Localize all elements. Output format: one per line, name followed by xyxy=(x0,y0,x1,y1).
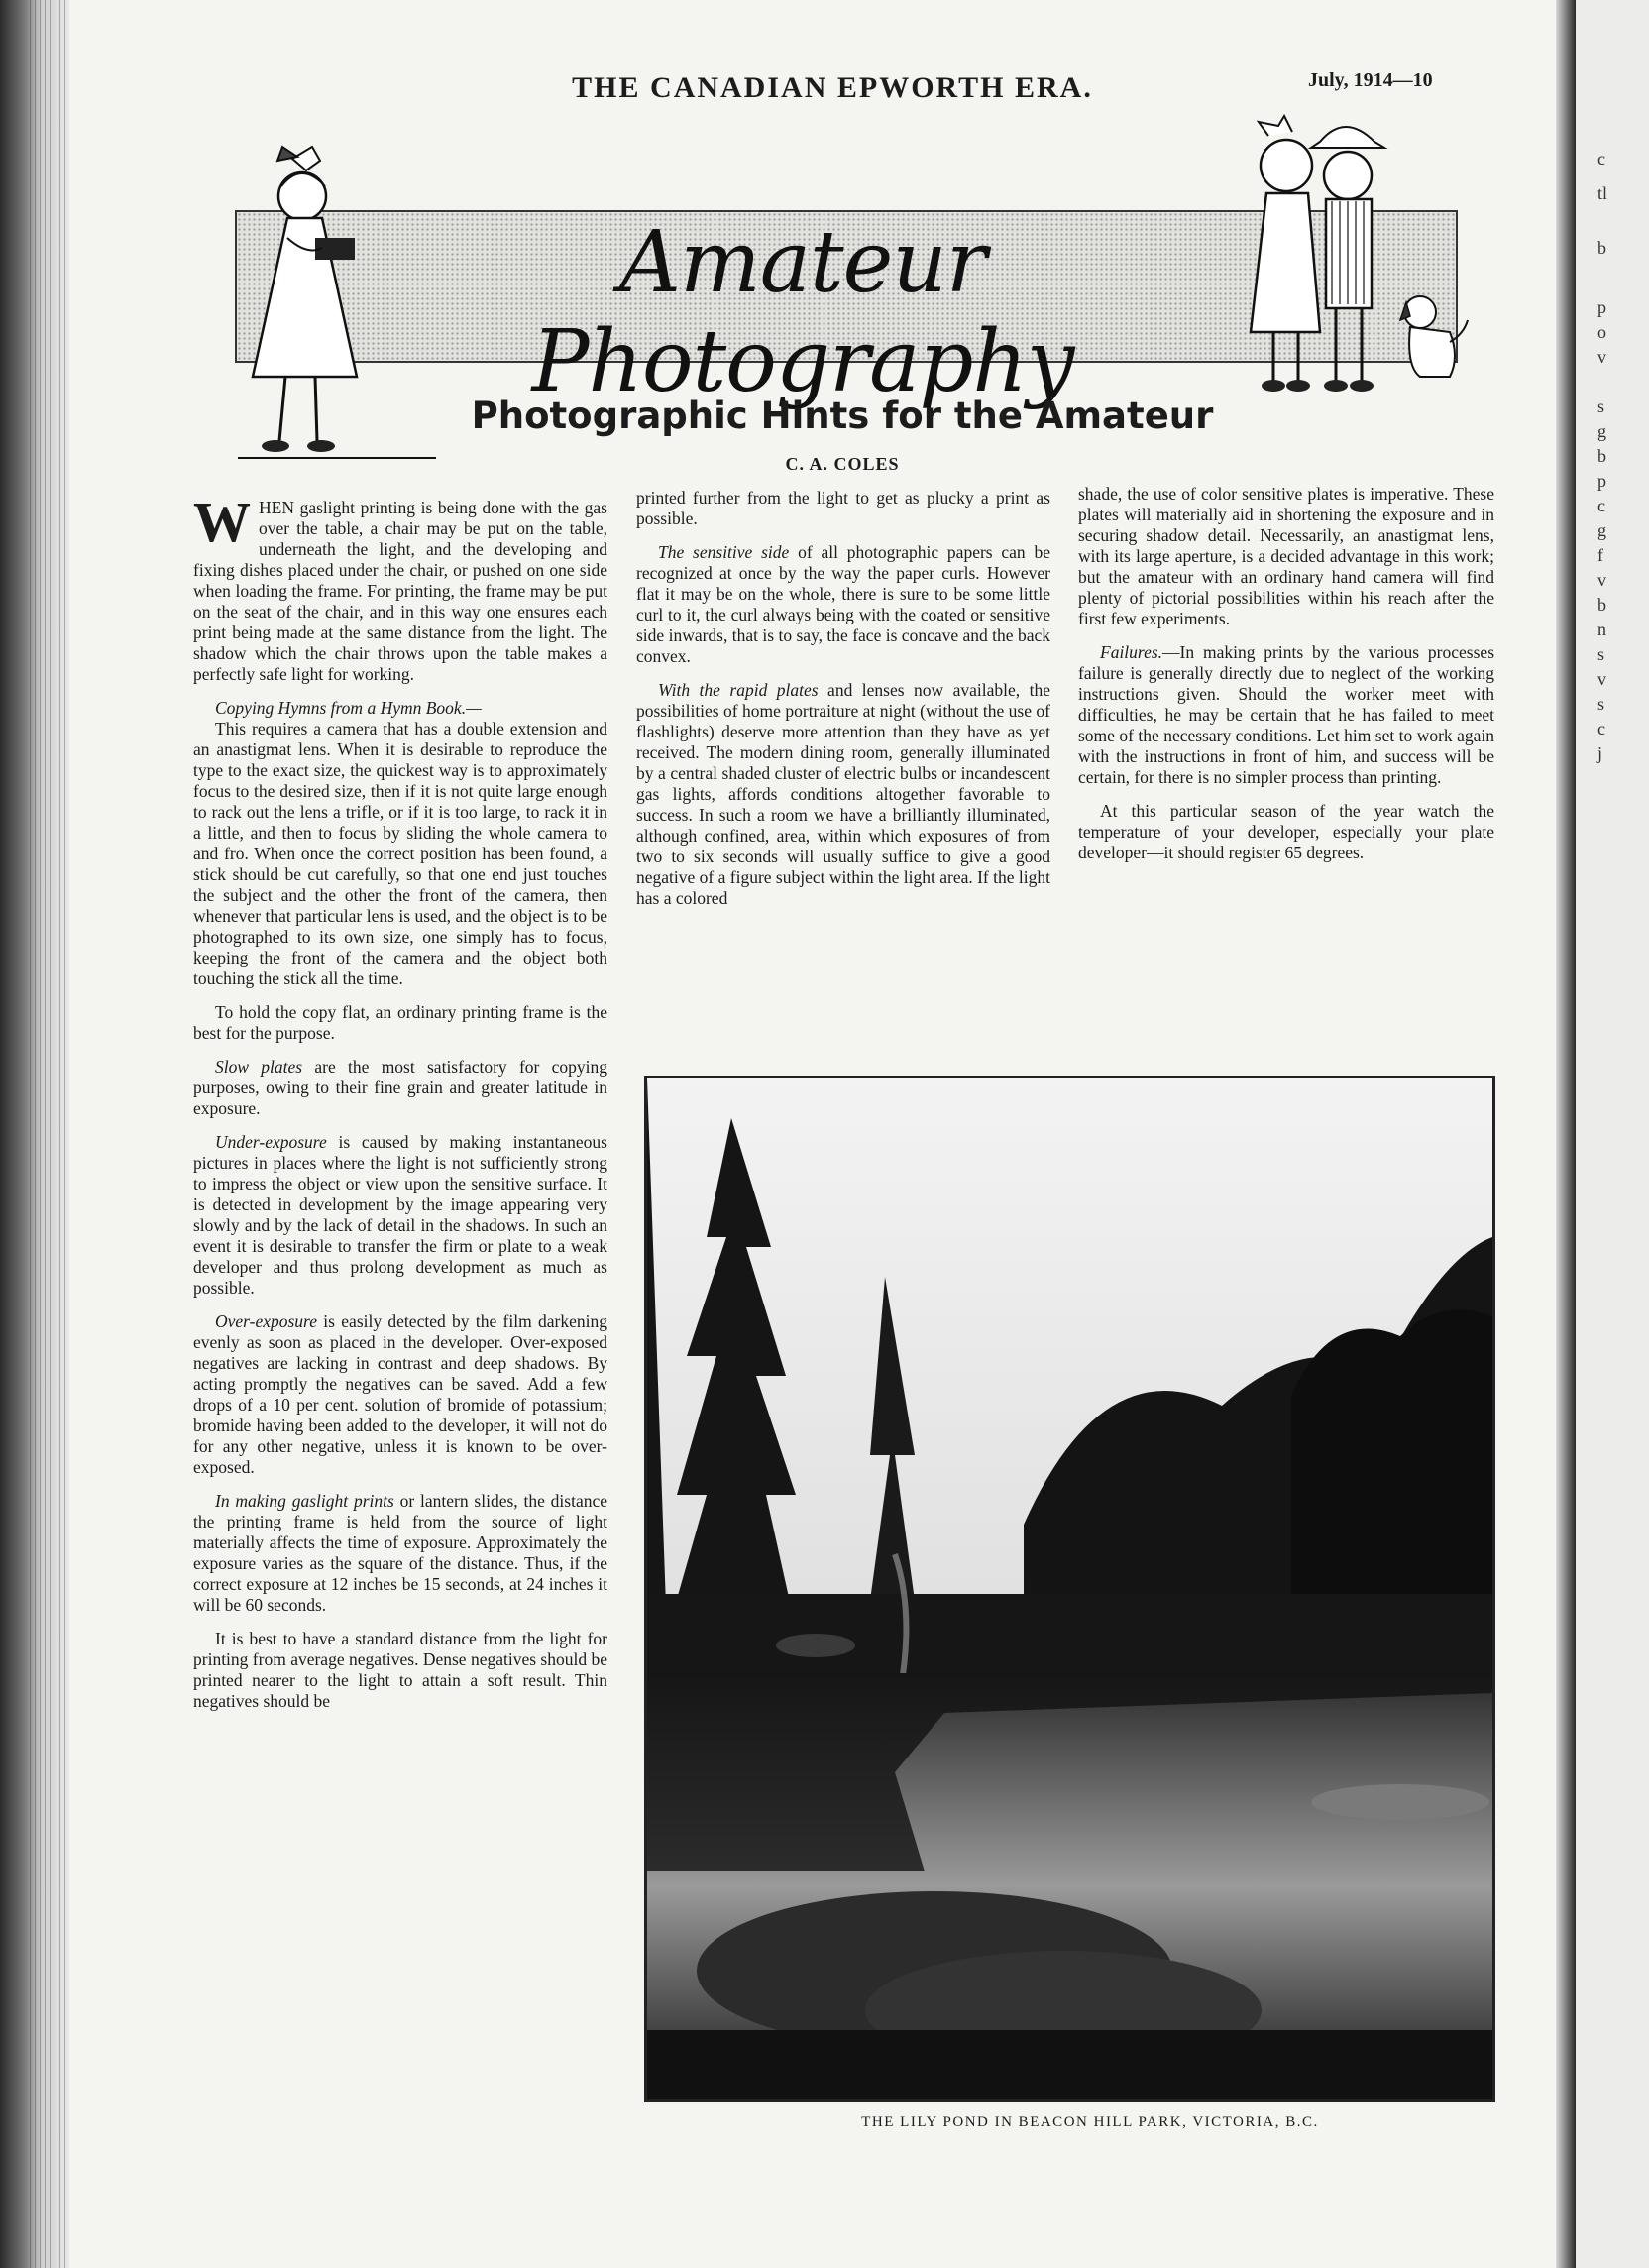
adjacent-page-fragment: tl xyxy=(1597,183,1608,203)
adjacent-page-fragment: c xyxy=(1597,496,1605,515)
adjacent-page-fragment: j xyxy=(1597,743,1603,763)
adjacent-page-fragment: c xyxy=(1597,719,1605,738)
photo-caption: THE LILY POND IN BEACON HILL PARK, VICTORIA, B.C. xyxy=(861,2114,1319,2130)
paragraph-text: HEN gaslight printing is being done with the gas over the table, a chair may be put on the table, underneath the light, and the developing and fixing dishes placed under the chair, or pushed on one side when loading the frame. For printing, the frame may be put on the seat of the chair, and in this way one ensures each print being made at the same distance from the light. The shadow which the chair throws upon the table makes a perfectly safe light for working. xyxy=(193,498,607,684)
paragraph-text: shade, the use of color sensitive plates is imperative. These plates will materially aid in shortening the exposure and in securing shadow detail. Necessarily, an anastigmat lens, with its large aperture, is a decided advantage in this work; but the amateur with an ordinary hand camera will find plenty of pictorial possibilities within his reach after the first few experiments. xyxy=(1078,484,1494,628)
magazine-title: THE CANADIAN EPWORTH ERA. xyxy=(572,71,1093,104)
adjacent-page-fragment: v xyxy=(1597,669,1606,689)
adjacent-page-fragment: b xyxy=(1597,238,1606,258)
page-gutter-shadow xyxy=(1556,0,1576,2268)
adjacent-page-fragment: s xyxy=(1597,694,1605,714)
paragraph-text: or lantern slides, the distance the printing frame is held from the source of light materially affects the time of exposure. Approximately the exposure varies as the square of the distance. Thus, if the correct exposure at 12 inches be 15 seconds, at 24 inches it will be 60 seconds. xyxy=(193,1491,607,1615)
article-column-1 xyxy=(193,490,607,1725)
adjacent-page-fragment: s xyxy=(1597,644,1605,664)
section-lead: Copying Hymns from a Hymn Book.— xyxy=(215,698,482,718)
section-lead: The sensitive side xyxy=(658,542,790,562)
children-illustration xyxy=(1239,114,1407,401)
adjacent-page-fragment: b xyxy=(1597,446,1606,466)
adjacent-page-fragment: c xyxy=(1597,149,1605,169)
adjacent-page-fragment: s xyxy=(1597,397,1605,416)
article-column-2 xyxy=(636,488,1050,922)
section-lead: Slow plates xyxy=(215,1057,303,1077)
paragraph-text: It is best to have a standard distance from the light for printing from average negatives. Dense negatives should be printed nearer to the light to attain a soft result. Thin negatives should be xyxy=(193,1629,607,1711)
adjacent-page-fragment: o xyxy=(1597,322,1606,342)
section-banner-title: Amateur Photography xyxy=(531,213,1074,411)
adjacent-page-edge xyxy=(1576,0,1649,2268)
paragraph-text: and lenses now available, the possibilities of home portraiture at night (without the use of flashlights) deserve more attention than they have as yet received. The modern dining room, generally illuminated by a central shaded cluster of electric bulbs or incandescent gas lights, affords conditions altogether favorable to success. In such a room we have a brilliantly illuminated, although confined, area, within which exposures of from two to six seconds will usually suffice to give a good negative of a figure subject within the light area. If the light has a colored xyxy=(636,680,1050,908)
adjacent-page-fragment: v xyxy=(1597,570,1606,590)
paragraph-text: is caused by making instantaneous pictures in places where the light is not sufficiently strong to impress the object or view upon the sensitive surface. It is detected in development by the image appearing very slowly and by the lack of detail in the shadows. In such an event it is desirable to transfer the firm or plate to a weak developer and thus prolong development as much as possible. xyxy=(193,1132,607,1298)
drop-cap: W xyxy=(193,490,251,554)
paragraph-text: are the most satisfactory for copying purposes, owing to their fine grain and greater latitude in exposure. xyxy=(193,1057,607,1118)
article-column-3 xyxy=(1078,484,1494,876)
paragraph-text: This requires a camera that has a double extension and an anastigmat lens. When it is desirable to reproduce the type to the exact size, the quickest way is to approximately focus to the desired size, then if it is not quite large enough to rack out the lens a trifle, or if it is too large, to rack it in a little, and then to focus by sliding the whole camera to and fro. When once the correct position has been found, a stick should be cut carefully, so that one end just touches the subject and the other the front of the camera, then whenever that particular lens is used, and the object is to be photographed to its own size, one simply has to focus, keeping the front of the camera and the object both touching the stick all the time. xyxy=(193,719,607,988)
adjacent-page-fragment: p xyxy=(1597,471,1606,491)
lily-pond-photograph xyxy=(644,1076,1495,2102)
section-lead: Under-exposure xyxy=(215,1132,327,1152)
paragraph-text: printed further from the light to get as plucky a print as possible. xyxy=(636,488,1050,528)
dog-illustration xyxy=(1392,287,1472,387)
article-title: Photographic Hints for the Amateur xyxy=(471,395,1214,437)
paragraph-text: —In making prints by the various processes failure is generally directly due to neglect of the working instructions given. Should the worker meet with difficulties, he may be certain that he has failed to meet some of the necessary conditions. Let him set to work again with the instructions in front of him, and success will be certain, for there is no simpler process than printing. xyxy=(1078,642,1494,787)
section-lead: Failures. xyxy=(1100,642,1163,662)
section-lead: In making gaslight prints xyxy=(215,1491,394,1511)
section-lead: With the rapid plates xyxy=(658,680,819,700)
adjacent-page-fragment: p xyxy=(1597,297,1606,317)
book-spine xyxy=(0,0,69,2268)
section-lead: Over-exposure xyxy=(215,1311,317,1331)
adjacent-page-fragment: b xyxy=(1597,595,1606,615)
paragraph-text: is easily detected by the film darkening evenly as soon as placed in the developer. Over-exposed negatives are lacking in contrast and deep shadows. By acting promptly the negatives can be saved. Add a few drops of a 10 per cent. solution of bromide of potassium; bromide having been added to the developer, it will not do for any other negative, unless it is known to be over-exposed. xyxy=(193,1311,607,1477)
paragraph-text: At this particular season of the year watch the temperature of your developer, especially your plate developer—it should register 65 degrees. xyxy=(1078,801,1494,862)
adjacent-page-fragment: g xyxy=(1597,520,1606,540)
article-author: C. A. COLES xyxy=(785,454,900,474)
adjacent-page-fragment: v xyxy=(1597,347,1606,367)
adjacent-page-fragment: n xyxy=(1597,620,1606,639)
paragraph-text: To hold the copy flat, an ordinary printing frame is the best for the purpose. xyxy=(193,1002,607,1043)
adjacent-page-fragment: f xyxy=(1597,545,1603,565)
issue-page-number: July, 1914—10 xyxy=(1308,69,1433,91)
adjacent-page-fragment: g xyxy=(1597,421,1606,441)
spine-page-edges xyxy=(30,0,69,2268)
paragraph-text: of all photographic papers can be recognized at once by the way the paper curls. However flat it may be on the whole, there is sure to be some little curl to it, the curl always being with the coated or sensitive side inwards, that is to say, the face is concave and the back convex. xyxy=(636,542,1050,666)
